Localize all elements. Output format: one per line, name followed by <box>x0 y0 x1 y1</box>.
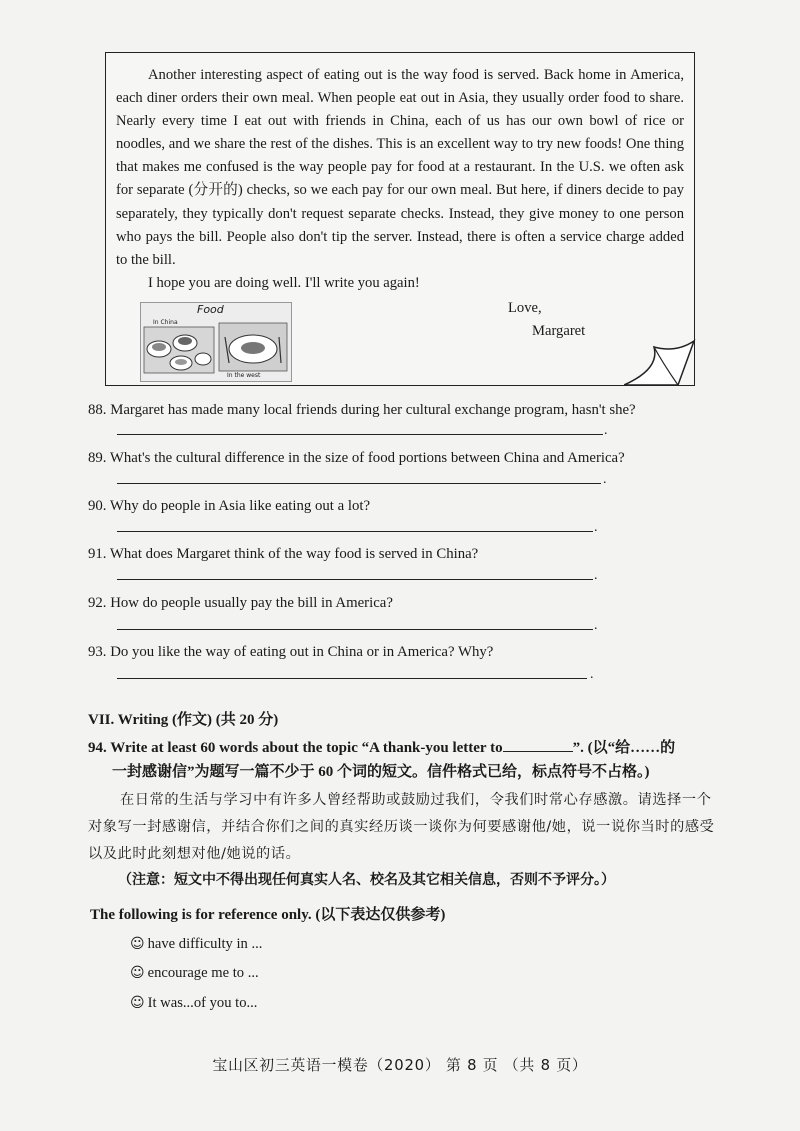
answer-line-89[interactable] <box>117 483 601 484</box>
answer-line-91[interactable] <box>117 579 593 580</box>
smiley-icon: ☺ <box>130 995 145 1011</box>
answer-period: . <box>594 520 598 535</box>
smiley-icon: ☺ <box>130 936 145 952</box>
page-curl-decoration <box>624 339 696 387</box>
food-illustration <box>140 302 292 382</box>
question-91: 91. What does Margaret think of the way food is served in China? <box>88 546 479 562</box>
letter-closing-line: I hope you are doing well. I'll write you again! <box>148 274 420 291</box>
answer-period: . <box>594 568 598 583</box>
question-94-line1 <box>88 736 728 760</box>
reference-item-text: have difficulty in ... <box>147 936 263 952</box>
dishes-illustration <box>141 303 291 381</box>
question-88: 88. Margaret has made many local friends during her cultural exchange program, hasn't she? <box>88 402 636 418</box>
reference-item <box>130 936 262 953</box>
letter-signature: Margaret <box>532 323 586 339</box>
question-94-text-start: 94. Write at least 60 words about the topic “A thank-you letter to <box>88 740 503 756</box>
letter-signoff: Love, <box>508 300 542 316</box>
letter-signoff-block <box>508 297 585 343</box>
food-label-china: In China <box>153 319 178 326</box>
reference-item <box>130 965 259 982</box>
reference-heading: The following is for reference only. (以下表达仅供参考) <box>90 907 446 923</box>
reference-item-text: It was...of you to... <box>147 995 258 1011</box>
writing-note: （注意：短文中不得出现任何真实人名、校名及其它相关信息，否则不予评分。） <box>118 872 615 888</box>
question-92: 92. How do people usually pay the bill in America? <box>88 595 393 611</box>
question-89: 89. What's the cultural difference in the size of food portions between China and America? <box>88 450 625 466</box>
section-title-writing: VII. Writing (作文) (共 20 分) <box>88 712 279 728</box>
page-footer: 宝山区初三英语一模卷（2020） 第 8 页 （共 8 页） <box>212 1057 588 1074</box>
writing-prompt: 在日常的生活与学习中有许多人曾经帮助或鼓励过我们，令我们时常心存感激。请选择一个对象写一封感谢信，并结合你们之间的真实经历谈一谈你为何要感谢他/她，说一说你当时的感受以及此时此刻想对他/她说的话。 <box>88 792 715 862</box>
smiley-icon: ☺ <box>130 965 145 981</box>
question-94-line2: 一封感谢信”为题写一篇不少于 60 个词的短文。信件格式已给，标点符号不占格。) <box>112 764 650 780</box>
letter-box <box>105 52 695 386</box>
question-90: 90. Why do people in Asia like eating out a lot? <box>88 498 371 514</box>
letter-body <box>116 64 684 295</box>
question-93: 93. Do you like the way of eating out in China or in America? Why? <box>88 644 494 660</box>
reference-item-text: encourage me to ... <box>147 965 259 981</box>
reference-item <box>130 995 257 1012</box>
answer-line-90[interactable] <box>117 531 593 532</box>
letter-paragraph: Another interesting aspect of eating out is the way food is served. Back home in America, each diner orders their own meal. When people eat out in Asia, they usually order food to share. Nearly every time I eat out with friends in China, each of us has our own bowl of rice or noodles, and we share the rest of the dishes. This is an excellent way to try new foods! One thing that makes me confused is the way people pay for food at a restaurant. In the U.S. we often ask for separate (分开的) checks, so we each pay for our own meal. But here, if diners decide to pay separately, they typically don't request separate checks. Instead, they give money to one person who pays the bill. People also don't tip the server. Instead, there is often a service charge added to the bill. <box>116 67 684 268</box>
topic-blank[interactable] <box>503 737 573 752</box>
answer-line-92[interactable] <box>117 629 593 630</box>
food-illustration-title: Food <box>197 303 224 316</box>
question-94 <box>88 736 728 784</box>
answer-period: . <box>603 472 607 487</box>
answer-period: . <box>590 667 594 682</box>
question-94-text-end: ”. (以“给……的 <box>572 740 676 756</box>
answer-period: . <box>594 618 598 633</box>
food-label-west: In the west <box>227 372 261 379</box>
answer-line-88[interactable] <box>117 434 603 435</box>
answer-period: . <box>604 423 608 438</box>
answer-line-93[interactable] <box>117 678 587 679</box>
